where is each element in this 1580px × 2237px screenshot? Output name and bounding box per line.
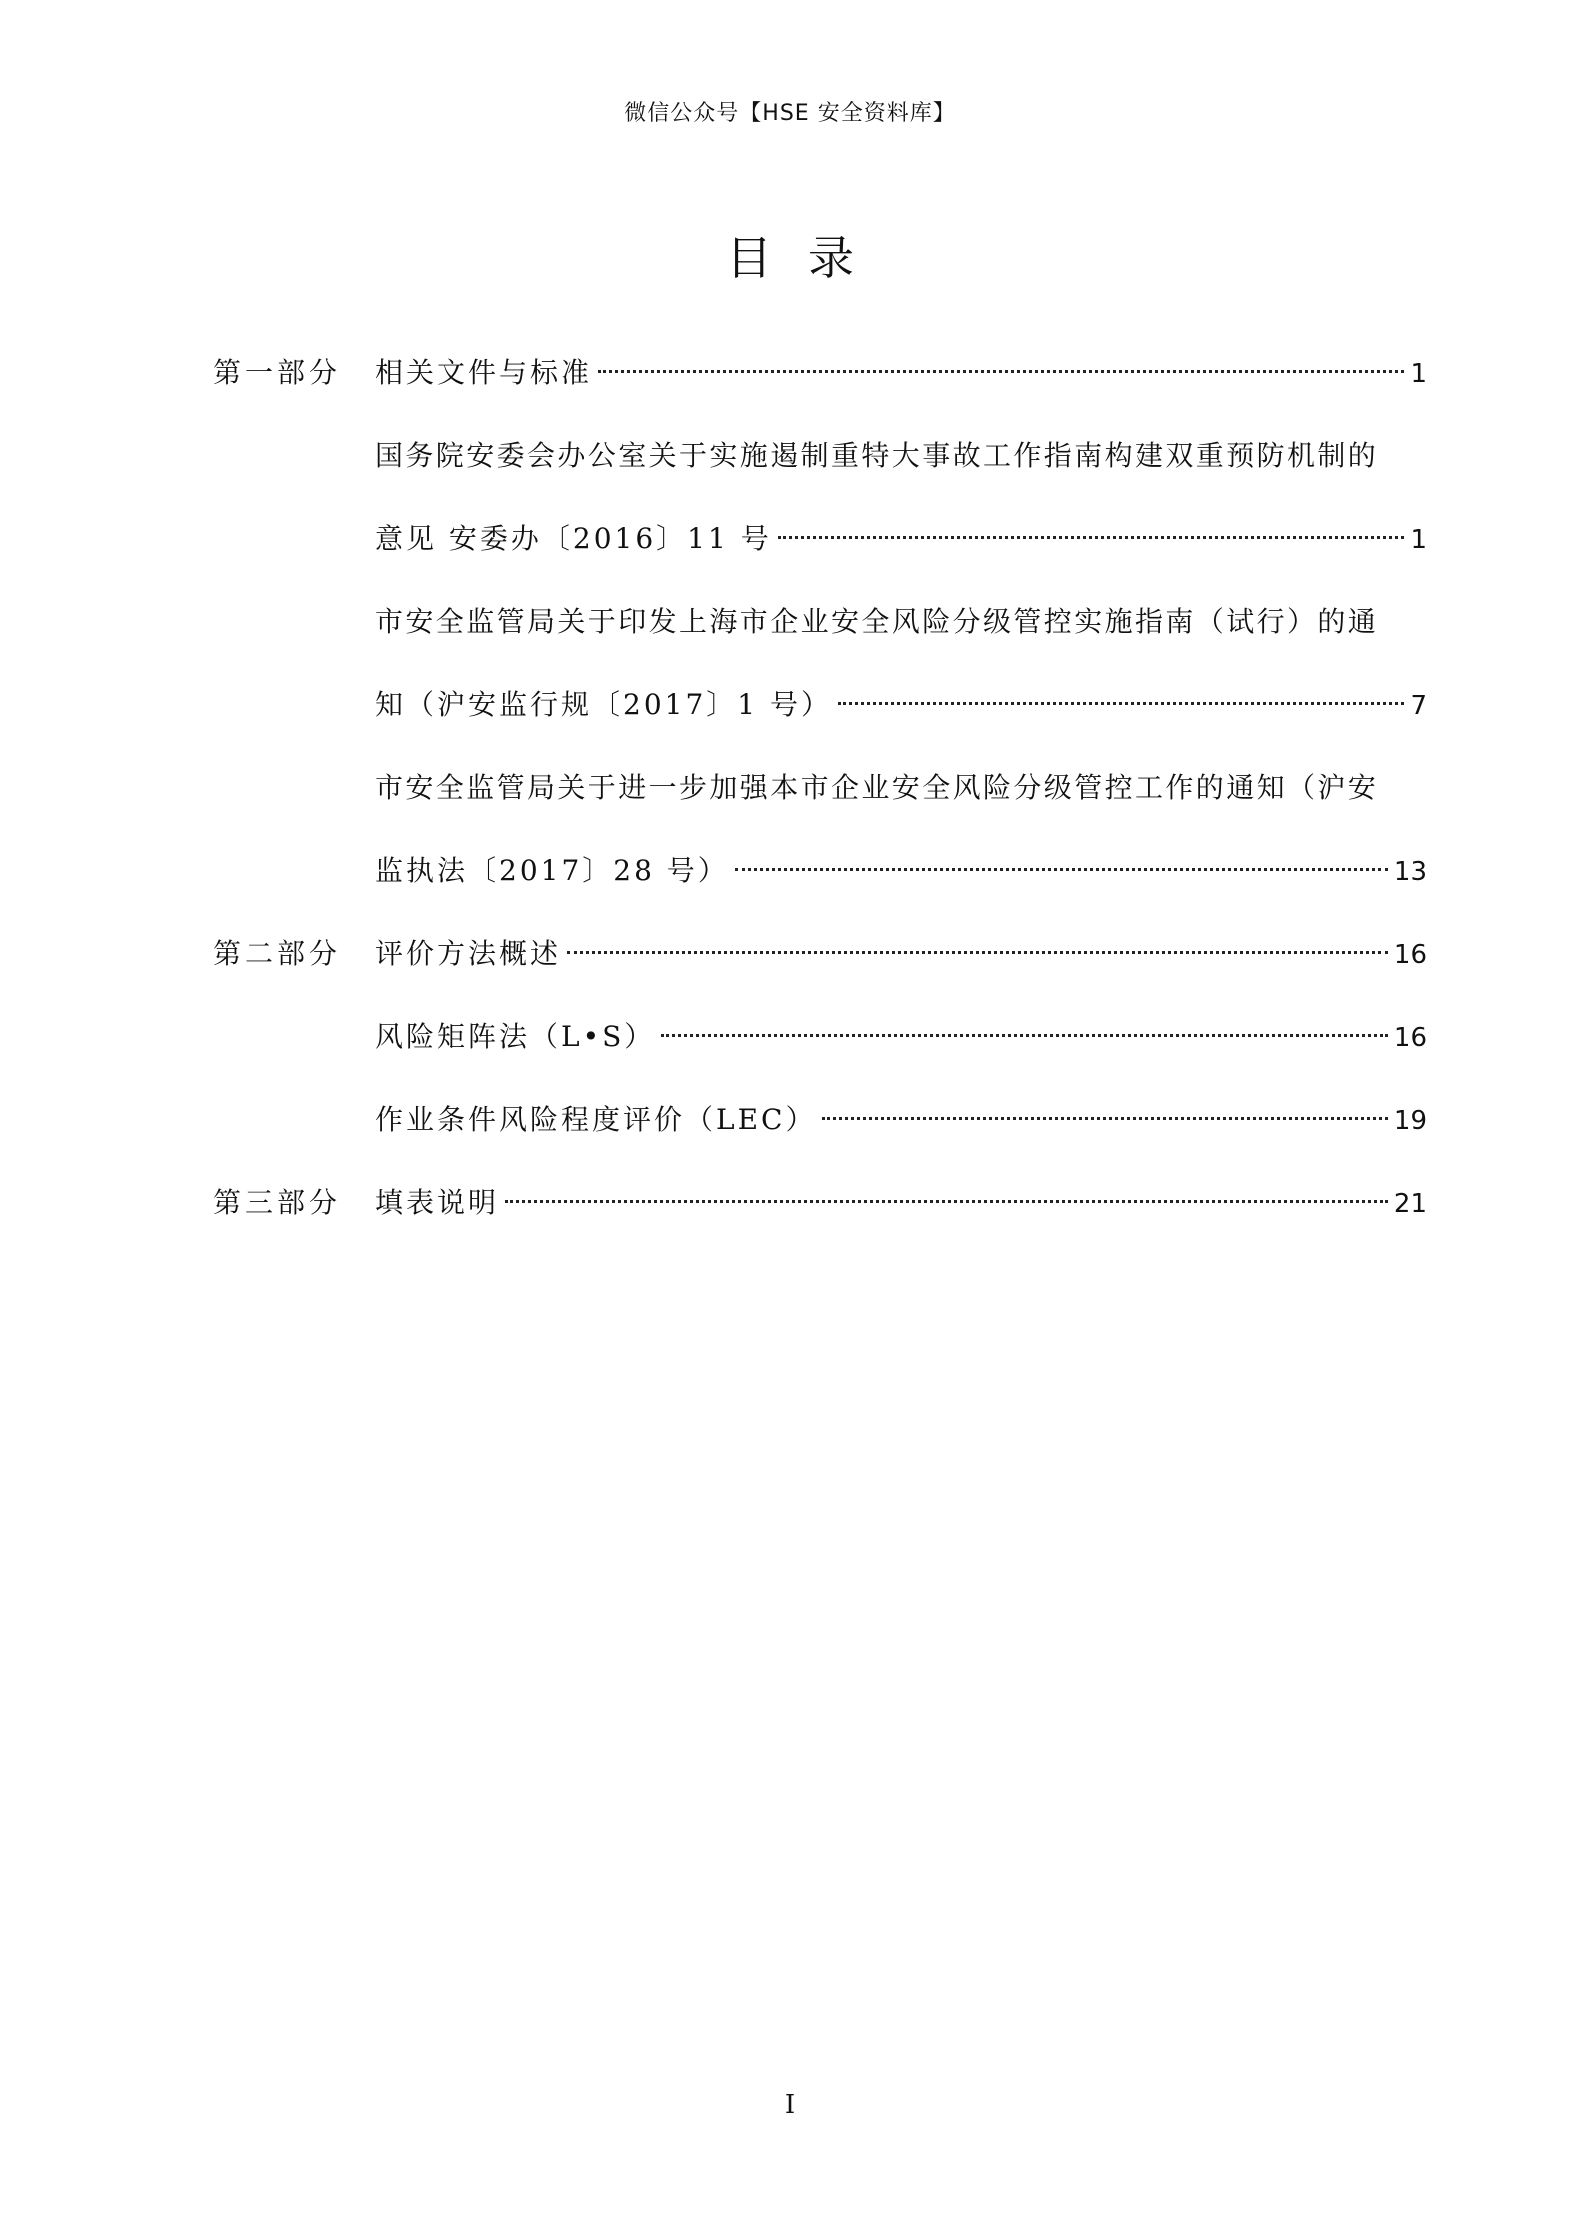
- dot-leader: [838, 702, 1404, 705]
- toc-page-number: 7: [1410, 691, 1427, 721]
- toc-entry-title: 市安全监管局关于进一步加强本市企业安全风险分级管控工作的通知（沪安: [375, 771, 1379, 804]
- toc-entry-title: 风险矩阵法（L•S）: [375, 1020, 656, 1053]
- toc-entry-method-lec[interactable]: [213, 1095, 1427, 1145]
- toc-entry-title: 填表说明: [375, 1186, 500, 1219]
- toc-entry-line: [375, 1012, 1427, 1063]
- toc-entry-line-wrap[interactable]: [213, 597, 1427, 647]
- toc-entry-title: 监执法〔2017〕28 号）: [375, 854, 729, 887]
- toc-page-number: 1: [1410, 359, 1427, 389]
- toc-entry-title: 意见 安委办〔2016〕11 号: [375, 522, 772, 555]
- toc-entry-title: 相关文件与标准: [375, 356, 593, 389]
- toc-entry-title: 知（沪安监行规〔2017〕1 号）: [375, 688, 832, 721]
- toc-entry-title: 市安全监管局关于印发上海市企业安全风险分级管控实施指南（试行）的通: [375, 605, 1379, 638]
- toc-entry-line: [375, 1095, 1427, 1146]
- toc-page-number: 16: [1393, 940, 1427, 970]
- toc-entry-line: [375, 846, 1427, 897]
- dot-leader: [822, 1117, 1387, 1120]
- toc-entry-line: [375, 680, 1427, 731]
- page-header: 微信公众号【HSE 安全资料库】: [624, 101, 956, 126]
- toc-entry-line-wrap[interactable]: [213, 763, 1427, 813]
- toc-entry-title: 评价方法概述: [375, 937, 562, 970]
- toc-part-label: 第一部分: [213, 356, 342, 389]
- toc-entry-line: [375, 929, 1427, 980]
- toc-page-number: 1: [1410, 525, 1427, 555]
- toc-entry-part-1[interactable]: [213, 348, 1427, 398]
- toc-page-number: 21: [1393, 1189, 1427, 1219]
- toc-entry-line-wrap[interactable]: [213, 431, 1427, 481]
- dot-leader: [567, 951, 1388, 954]
- dot-leader: [661, 1034, 1388, 1037]
- toc-entry-part-2[interactable]: [213, 929, 1427, 979]
- toc-entry-line: [375, 1178, 1427, 1229]
- toc-page-number: 16: [1393, 1023, 1427, 1053]
- dot-leader: [505, 1200, 1388, 1203]
- toc-part-label: 第二部分: [213, 937, 342, 970]
- toc-entry-part-3[interactable]: [213, 1178, 1427, 1228]
- toc-entry-doc-3[interactable]: [213, 846, 1427, 896]
- toc-entry-title: 国务院安委会办公室关于实施遏制重特大事故工作指南构建双重预防机制的: [375, 439, 1379, 472]
- toc-entry-doc-1[interactable]: [213, 514, 1427, 564]
- dot-leader: [778, 536, 1405, 539]
- toc-entry-line: [375, 597, 1427, 647]
- toc-entry-line: [375, 348, 1427, 399]
- page-title: 目录: [726, 231, 890, 285]
- dot-leader: [598, 370, 1404, 373]
- toc-entry-line: [375, 431, 1427, 481]
- toc-page-number: 19: [1393, 1106, 1427, 1136]
- toc-entry-line: [375, 514, 1427, 565]
- toc-entry-line: [375, 763, 1427, 813]
- dot-leader: [735, 868, 1388, 871]
- toc-part-label: 第三部分: [213, 1186, 342, 1219]
- toc-page-number: 13: [1393, 857, 1427, 887]
- toc-entry-title: 作业条件风险程度评价（LEC）: [375, 1103, 817, 1136]
- toc-entry-method-ls[interactable]: [213, 1012, 1427, 1062]
- page-number-footer: I: [784, 2090, 796, 2120]
- toc-entry-doc-2[interactable]: [213, 680, 1427, 730]
